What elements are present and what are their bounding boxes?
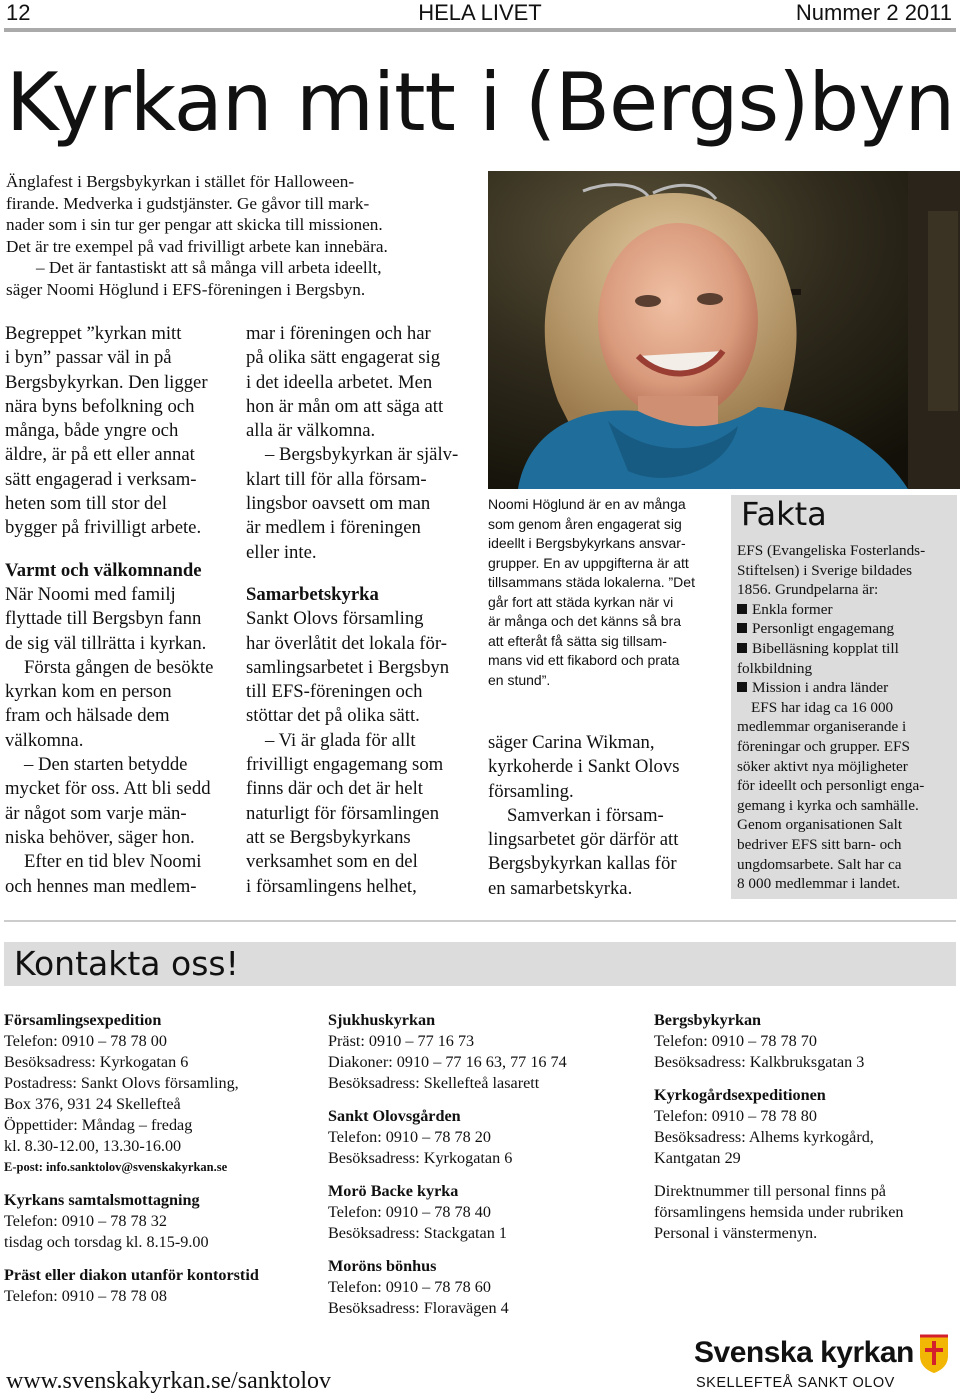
spacer	[654, 1073, 954, 1085]
contact-column-1	[4, 1010, 314, 1307]
spacer	[4, 1253, 314, 1265]
publication-name: HELA LIVET	[418, 0, 542, 25]
contact-title: Morö Backe kyrka	[328, 1182, 459, 1200]
contact-title: Bergsbykyrkan	[654, 1011, 762, 1029]
spacer	[654, 1169, 954, 1181]
contact-line: Telefon: 0910 – 78 78 60	[328, 1278, 491, 1296]
body-line: lingsarbetet gör därför att	[488, 829, 679, 851]
contact-heading-bar	[4, 942, 956, 986]
body-line: kyrkoherde i Sankt Olovs	[488, 756, 680, 778]
fakta-bullet	[737, 639, 955, 659]
contact-line: Besöksadress: Skellefteå lasarett	[328, 1074, 540, 1092]
bullet-text: Enkla former	[752, 600, 833, 618]
body-line: fram och hälsade dem	[5, 705, 170, 727]
contact-line: Telefon: 0910 – 78 78 32	[4, 1212, 167, 1230]
body-line: Efter en tid blev Noomi	[24, 851, 202, 873]
contact-line: Telefon: 0910 – 78 78 80	[654, 1107, 817, 1125]
lead-line: firande. Medverka i gudstjänster. Ge gåvor till mark-	[6, 193, 370, 213]
contact-line: Öppettider: Måndag – fredag	[4, 1116, 193, 1134]
section-rule	[4, 920, 956, 922]
body-line: sätt engagerad i verksam-	[5, 468, 197, 490]
bullet-square-icon	[737, 623, 747, 633]
subheading: Varmt och välkomnande	[5, 559, 202, 581]
contact-line: Telefon: 0910 – 78 78 08	[4, 1287, 167, 1305]
contact-line: Box 376, 931 24 Skellefteå	[4, 1095, 181, 1113]
fakta-line: för ideellt och personligt enga-	[737, 777, 925, 795]
fakta-line: EFS har idag ca 16 000	[751, 698, 894, 716]
email-link[interactable]: E-post: info.sanktolov@svenskakyrkan.se	[4, 1160, 228, 1174]
body-line: har överlåtit det lokala för-	[246, 632, 447, 654]
body-line: nära byns befolkning och	[5, 395, 195, 417]
bullet-text: Mission i andra länder	[752, 679, 889, 697]
body-line: mycket för oss. Att bli sedd	[5, 778, 211, 800]
body-line: Begreppet ”kyrkan mitt	[5, 323, 182, 344]
body-line: eller inte.	[246, 541, 317, 563]
portrait-photo	[488, 171, 960, 489]
fakta-line: bedriver EFS sitt barn- och	[737, 835, 902, 853]
body-line: frivilligt engagemang som	[246, 754, 444, 776]
contact-line: kl. 8.30-12.00, 13.30-16.00	[4, 1137, 182, 1155]
body-line: på olika sätt engagerat sig	[246, 347, 441, 369]
issue-label: Nummer 2 2011	[795, 0, 952, 25]
contact-column-3	[654, 1010, 954, 1244]
contact-title: Moröns bönhus	[328, 1257, 437, 1275]
fakta-line: EFS (Evangeliska Fosterlands-	[737, 542, 926, 559]
contact-title: Präst eller diakon utanför kontorstid	[4, 1266, 259, 1284]
body-line: – Den starten betydde	[24, 754, 188, 776]
header-rule	[4, 28, 956, 32]
spacer	[4, 1178, 314, 1190]
page-number: 12	[6, 0, 31, 25]
caption-line: en stund”.	[488, 671, 551, 688]
fakta-heading: Fakta	[741, 495, 827, 533]
body-line: kyrkan kom en person	[5, 681, 172, 703]
spacer	[328, 1169, 638, 1181]
caption-line: att efteråt få sätta sig tillsam-	[488, 632, 667, 649]
contact-line: Kantgatan 29	[654, 1149, 741, 1167]
fakta-bullet	[737, 600, 955, 620]
lead-line: nader som i sin tur ger pengar att skicka till missionen.	[6, 215, 383, 234]
caption-line: går fort att städa kyrkan när vi	[488, 593, 674, 610]
lead-line: säger Noomi Höglund i EFS-föreningen i Bergsbyn.	[6, 279, 366, 299]
contact-line: Besöksadress: Alhems kyrkogård,	[654, 1128, 874, 1146]
article-column-3	[488, 731, 720, 901]
bullet-text: Personligt engagemang	[752, 620, 895, 638]
caption-line: mans vid ett fikabord och prata	[488, 652, 680, 668]
body-line: finns där och det är helt	[246, 778, 423, 800]
body-line: att se Bergsbykyrkans	[246, 826, 411, 848]
fakta-line: ungdomsarbete. Salt har ca	[737, 855, 902, 873]
body-line: Sankt Olovs församling	[246, 608, 424, 630]
body-line: hon är mån om att säga att	[246, 395, 444, 417]
body-line: Första gången de besökte	[24, 656, 214, 678]
photo-caption	[488, 495, 718, 690]
fakta-line: folkbildning	[737, 659, 813, 677]
body-line: i byn” passar väl in på	[5, 347, 172, 369]
contact-column-2	[328, 1010, 638, 1319]
lead-line: Det är tre exempel på vad frivilligt arbete kan innebära.	[6, 236, 388, 256]
fakta-line: föreningar och grupper. EFS	[737, 737, 910, 755]
article-column-2	[246, 322, 478, 899]
contact-heading: Kontakta oss!	[14, 944, 239, 983]
bullet-text: Bibelläsning kopplat till	[752, 639, 899, 657]
body-line: en samarbetskyrka.	[488, 877, 633, 899]
spacer	[328, 1094, 638, 1106]
body-line: samlingsarbetet i Bergsbyn	[246, 656, 450, 678]
contact-line: Telefon: 0910 – 78 78 40	[328, 1203, 491, 1221]
body-line: församling.	[488, 780, 574, 802]
contact-line: Postadress: Sankt Olovs församling,	[4, 1074, 239, 1092]
body-line: flyttade till Bergsbyn fann	[5, 608, 202, 630]
body-line: stöttar det på olika sätt.	[246, 705, 420, 727]
body-line: äldre, är på ett eller annat	[5, 444, 195, 466]
body-line: säger Carina Wikman,	[488, 732, 655, 753]
contact-title: Sjukhuskyrkan	[328, 1011, 436, 1029]
caption-line: ideellt i Bergsbykyrkans ansvar-	[488, 535, 686, 551]
bullet-square-icon	[737, 604, 747, 614]
fakta-box	[731, 495, 957, 899]
article-column-1	[5, 322, 233, 899]
body-line: många, både yngre och	[5, 420, 179, 442]
body-line: naturligt för församlingen	[246, 802, 440, 824]
church-crest-icon	[918, 1334, 950, 1374]
subheading: Samarbetskyrka	[246, 583, 379, 605]
contact-line: församlingens hemsida under rubriken	[654, 1203, 904, 1221]
body-line: – Vi är glada för allt	[265, 729, 416, 751]
body-line: i det ideella arbetet. Men	[246, 371, 433, 393]
logo-name: Svenska kyrkan	[694, 1336, 914, 1369]
body-line: och hennes man medlem-	[5, 875, 197, 897]
body-line: i församlingens helhet,	[246, 875, 417, 897]
church-logo	[694, 1334, 956, 1394]
lead-line: Änglafest i Bergsbykyrkan i stället för Halloween-	[6, 172, 355, 191]
contact-line: Telefon: 0910 – 78 78 00	[4, 1032, 167, 1050]
contact-title: Kyrkogårdsexpeditionen	[654, 1086, 826, 1104]
body-line: mar i föreningen och har	[246, 323, 431, 344]
contact-line: Besöksadress: Kyrkogatan 6	[4, 1053, 189, 1071]
contact-line: Personal i vänstermenyn.	[654, 1224, 818, 1242]
body-line: är medlem i föreningen	[246, 517, 421, 539]
article-title: Kyrkan mitt i (Bergs)byn	[6, 56, 955, 149]
fakta-line: 8 000 medlemmar i landet.	[737, 875, 901, 893]
fakta-body	[737, 541, 955, 894]
website-link[interactable]: www.svenskakyrkan.se/sanktolov	[6, 1368, 332, 1394]
caption-line: Noomi Höglund är en av många	[488, 496, 686, 512]
bullet-square-icon	[737, 682, 747, 692]
contact-line: Besöksadress: Stackgatan 1	[328, 1224, 507, 1242]
body-line: till EFS-föreningen och	[246, 681, 423, 703]
contact-line: Besöksadress: Kalkbruksgatan 3	[654, 1053, 865, 1071]
body-line: lingsbor oavsett om man	[246, 493, 431, 515]
body-line: välkomna.	[5, 729, 84, 751]
fakta-line: 1856. Grundpelarna är:	[737, 581, 879, 599]
body-line: Bergsbykyrkan. Den ligger	[5, 371, 208, 393]
contact-line: Präst: 0910 – 77 16 73	[328, 1032, 475, 1050]
contact-line: Besöksadress: Kyrkogatan 6	[328, 1149, 513, 1167]
contact-line: Telefon: 0910 – 78 78 70	[654, 1032, 817, 1050]
logo-subtitle: SKELLEFTEÅ SANKT OLOV	[696, 1375, 895, 1391]
fakta-line: medlemmar organiserande i	[737, 718, 907, 736]
caption-line: som genom åren engagerat sig	[488, 515, 682, 532]
body-line: När Noomi med familj	[5, 583, 176, 605]
caption-line: är många och det känns så bra	[488, 613, 682, 629]
body-line: Bergsbykyrkan kallas för	[488, 853, 677, 875]
fakta-line: Stiftelsen) i Sverige bildades	[737, 561, 913, 579]
spacer	[328, 1244, 638, 1256]
body-line: är något som varje män-	[5, 802, 187, 824]
fakta-line: Genom organisationen Salt	[737, 816, 903, 834]
lead-line: – Det är fantastiskt att så många vill arbeta ideellt,	[36, 258, 382, 277]
contact-title: Sankt Olovsgården	[328, 1107, 461, 1125]
page-header	[0, 0, 960, 30]
fakta-bullet	[737, 678, 955, 698]
article-lead	[6, 171, 476, 300]
body-line: Samverkan i försam-	[507, 804, 664, 826]
caption-line: tillsammans städa lokalerna. ”Det	[488, 574, 695, 590]
fakta-bullet	[737, 619, 955, 639]
contact-line: Diakoner: 0910 – 77 16 63, 77 16 74	[328, 1053, 567, 1071]
body-line: bygger på frivilligt arbete.	[5, 517, 202, 539]
body-line: klart till för alla försam-	[246, 468, 427, 490]
body-line: – Bergsbykyrkan är själv-	[265, 444, 459, 466]
bullet-square-icon	[737, 643, 747, 653]
contact-line: Telefon: 0910 – 78 78 20	[328, 1128, 491, 1146]
contact-line: Besöksadress: Floravägen 4	[328, 1299, 509, 1317]
body-line: alla är välkomna.	[246, 420, 376, 442]
body-line: heten som till stor del	[5, 493, 167, 515]
body-line: verksamhet som en del	[246, 851, 418, 873]
body-line: de sig väl tillrätta i kyrkan.	[5, 632, 207, 654]
fakta-line: söker aktivt nya möjligheter	[737, 757, 908, 775]
contact-title: Kyrkans samtalsmottagning	[4, 1191, 200, 1209]
body-line: niska behöver, säger hon.	[5, 826, 195, 848]
caption-line: grupper. En av uppgifterna är att	[488, 554, 689, 571]
contact-line: Direktnummer till personal finns på	[654, 1182, 886, 1200]
fakta-line: gemang i kyrka och samhälle.	[737, 796, 919, 814]
contact-title: Församlingsexpedition	[4, 1011, 162, 1029]
contact-line: tisdag och torsdag kl. 8.15-9.00	[4, 1233, 209, 1251]
